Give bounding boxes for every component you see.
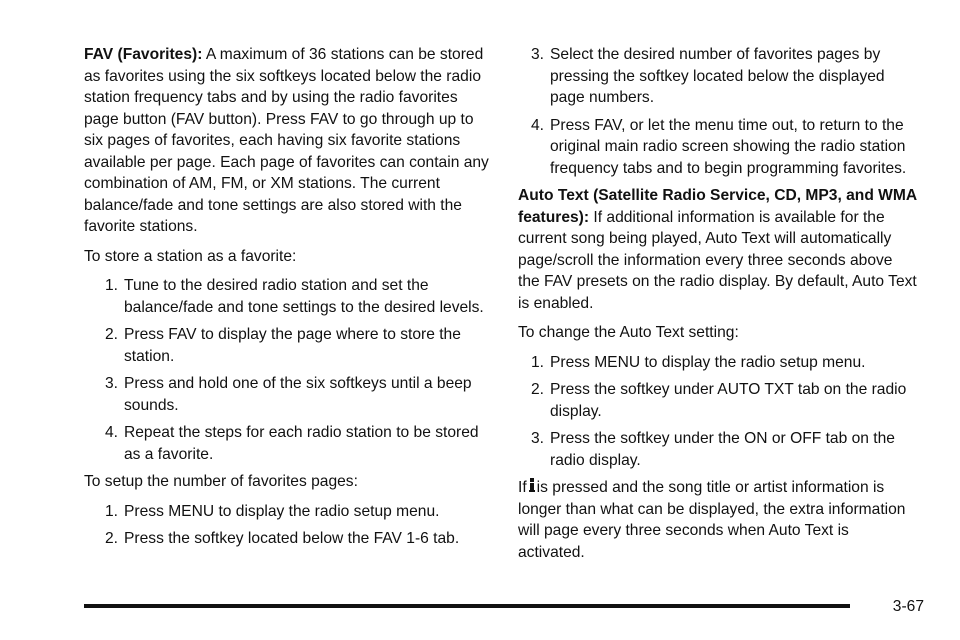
list-item [92,275,496,318]
step-number: 1. [104,502,118,520]
page-number: 3-67 [892,598,924,615]
step-number: 2. [104,530,118,547]
setup-intro: To setup the number of favorites pages: [84,473,358,490]
step-number: 3. [530,46,544,63]
step-number: 2. [104,326,118,343]
list-item [92,528,496,550]
auto-text-heading: Auto Text (Satellite Radio Service, CD, MP3, and WMA features): [518,187,917,226]
step-number: 1. [104,277,118,294]
list-item [518,352,918,374]
list-item [518,44,918,109]
step-number: 3. [530,430,544,447]
right-column [518,44,918,571]
step-number: 2. [530,381,544,398]
step-text: Press the softkey under AUTO TXT tab on the radio display. [550,381,907,420]
setup-steps-continued [518,44,918,179]
step-number: 4. [104,424,118,441]
step-number: 3. [104,375,118,392]
setup-steps-list [92,501,496,550]
info-icon [529,478,535,493]
step-text: Press MENU to display the radio setup menu. [124,502,440,520]
list-item [518,379,918,422]
list-item [92,501,496,523]
step-number: 1. [530,353,544,371]
step-text: Press the softkey located below the FAV 1-6 tab. [124,530,460,547]
step-text: Press FAV, or let the menu time out, to return to the original main radio screen showing the radio station frequency tabs and to begin programming favorites. [550,116,907,177]
footer-divider [84,604,850,608]
step-text: Press the softkey under the ON or OFF tab on the radio display. [550,430,895,469]
step-text: Press FAV to display the page where to store the station. [124,326,461,365]
list-item [92,373,496,416]
step-text: Repeat the steps for each radio station to be stored as a favorite. [124,424,479,463]
store-intro: To store a station as a favorite: [84,247,297,265]
step-text: Select the desired number of favorites pages by pressing the softkey located below the displayed page numbers. [550,46,885,106]
store-steps-list [92,275,496,465]
step-text: Press and hold one of the six softkeys until a beep sounds. [124,375,472,414]
info-prefix: If [518,479,527,496]
auto-text-paragraph [518,185,918,314]
list-item [518,115,918,180]
step-text: Press MENU to display the radio setup menu. [550,353,866,371]
fav-heading: FAV (Favorites): [84,46,203,63]
left-column [84,44,496,556]
fav-description: A maximum of 36 stations can be stored as favorites using the six softkeys located below the radio station frequency tabs and by using the radio favorites page button (FAV button). Press FAV to go through up to six pages of favorites, each having six favorite stations available per page. Each page of favorites can contain any combination of AM, FM, or XM stations. The current balance/fade and tone settings are also stored with the favorite stations. [84,46,489,235]
info-paragraph [518,477,918,563]
change-intro: To change the Auto Text setting: [518,324,739,341]
step-text: Tune to the desired radio station and set the balance/fade and tone settings to the desired levels. [124,277,484,316]
list-item [518,428,918,471]
list-item [92,324,496,367]
list-item [92,422,496,465]
step-number: 4. [530,116,544,134]
info-text: is pressed and the song title or artist information is longer than what can be displayed, the extra information will page every three seconds when Auto Text is activated. [518,479,906,561]
fav-paragraph [84,44,496,238]
auto-text-description: If additional information is available for the current song being played, Auto Text will automatically page/scroll the information every three seconds above the FAV presets on the radio display. By default, Auto Text is enabled. [518,208,917,312]
change-steps-list [518,352,918,472]
